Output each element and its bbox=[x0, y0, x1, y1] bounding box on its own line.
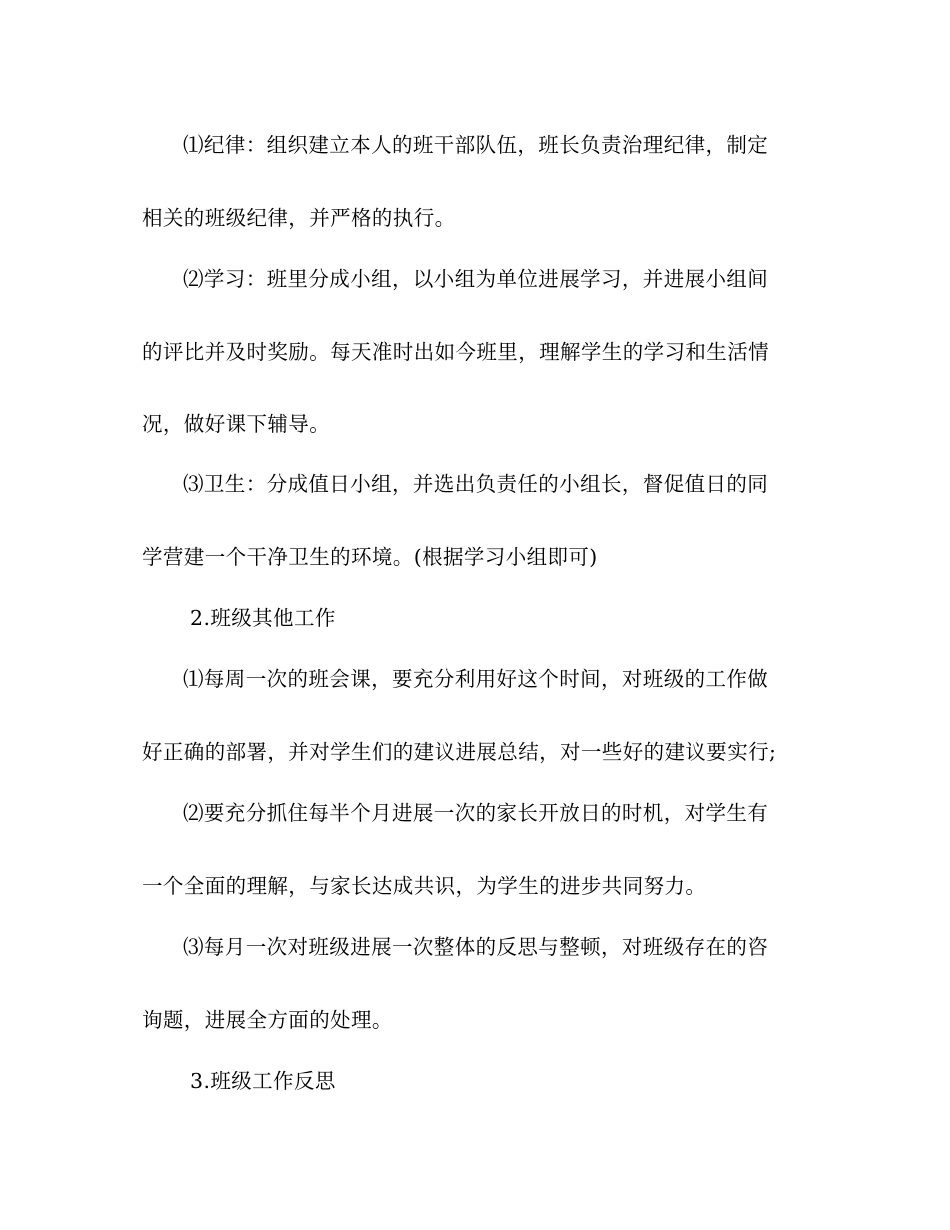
paragraph-reflection-line-2: 询题，进展全方面的处理。 bbox=[142, 1008, 393, 1032]
paragraph-class-meeting-line-2: 好正确的部署，并对学生们的建议进展总结，对一些好的建议要实行; bbox=[142, 740, 777, 764]
paragraph-parent-day-line-1: ⑵要充分抓住每半个月进展一次的家长开放日的时机，对学生有 bbox=[183, 801, 769, 825]
paragraph-hygiene-line-1: ⑶卫生：分成值日小组，并选出负责任的小组长，督促值日的同 bbox=[183, 472, 769, 496]
section-heading-work-reflection: 3.班级工作反思 bbox=[190, 1069, 336, 1093]
paragraph-study-line-3: 况，做好课下辅导。 bbox=[142, 412, 331, 436]
paragraph-hygiene-line-2: 学营建一个干净卫生的环境。(根据学习小组即可) bbox=[142, 545, 598, 569]
paragraph-study-line-2: 的评比并及时奖励。每天准时出如今班里，理解学生的学习和生活情 bbox=[142, 340, 769, 364]
paragraph-parent-day-line-2: 一个全面的理解，与家长达成共识，为学生的进步共同努力。 bbox=[142, 874, 707, 898]
paragraph-discipline-line-1: ⑴纪律：组织建立本人的班干部队伍，班长负责治理纪律，制定 bbox=[183, 133, 769, 157]
paragraph-reflection-line-1: ⑶每月一次对班级进展一次整体的反思与整顿，对班级存在的咨 bbox=[183, 935, 769, 959]
section-heading-other-work: 2.班级其他工作 bbox=[190, 606, 336, 630]
paragraph-study-line-1: ⑵学习：班里分成小组，以小组为单位进展学习，并进展小组间 bbox=[183, 267, 769, 291]
paragraph-class-meeting-line-1: ⑴每周一次的班会课，要充分利用好这个时间，对班级的工作做 bbox=[183, 667, 769, 691]
paragraph-discipline-line-2: 相关的班级纪律，并严格的执行。 bbox=[142, 206, 456, 230]
